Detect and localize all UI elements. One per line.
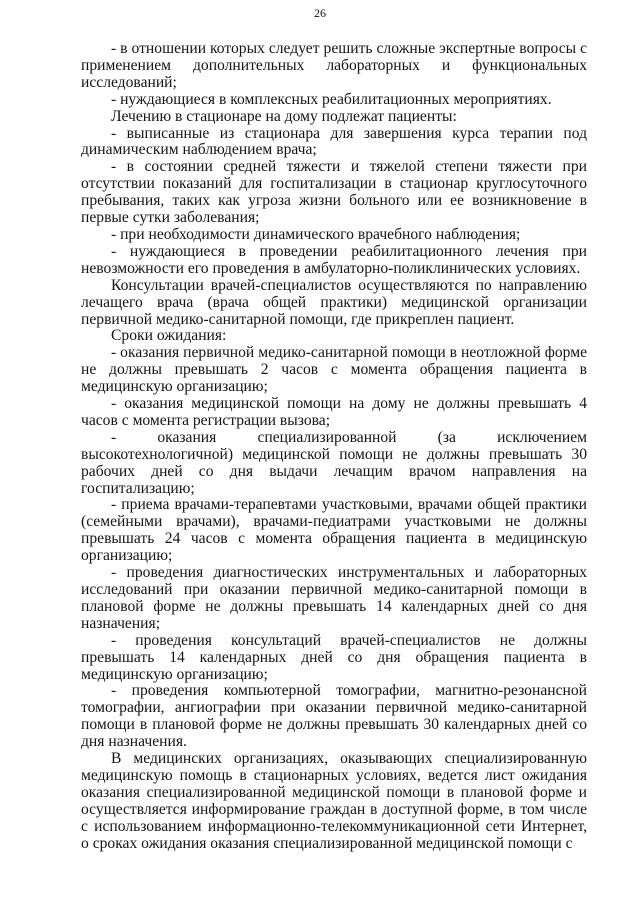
paragraph-diagnostics-wait: - проведения диагностических инструментальных и лабораторных исследований при оказании первичной медико-санитарной помощи в плановой форме не должны превышать 14 календарных дней со дня назначения;	[81, 564, 587, 632]
paragraph-tomography-wait: - проведения компьютерной томографии, магнитно-резонансной томографии, ангиографии при оказании первичной медико-санитарной помощи в плановой форме не должны превышать 30 календарных дней со дня назначения.	[81, 682, 587, 751]
paragraph-rehab-treatment: - нуждающиеся в проведении реабилитационного лечения при невозможности его проведения в амбулаторно-поликлинических условиях.	[81, 242, 587, 277]
paragraph-waiting-list: В медицинских организациях, оказывающих специализированную медицинскую помощь в стационарных условиях, ведется лист ожидания оказания специализированной медицинской помощи в плановой форме и осуществляется информирование граждан в доступной форме, в том числе с использованием информационно-телекоммуникационной сети Интернет, о сроках ожидания оказания специализированной медицинской помощи с	[81, 750, 587, 852]
paragraph-waiting-times-intro: Сроки ожидания:	[111, 327, 227, 345]
paragraph-therapist-reception-wait: - приема врачами-терапевтами участковыми, врачами общей практики (семейными врачами), врачами-педиатрами участковыми не должны превышать 24 часов с момента обращения пациента в медицинскую организацию;	[81, 496, 587, 565]
paragraph-consultations-wait: - проведения консультаций врачей-специалистов не должны превышать 14 календарных дней со дня обращения пациента в медицинскую организацию;	[81, 631, 587, 683]
paragraph-home-hospital-intro: Лечению в стационаре на дому подлежат пациенты:	[111, 107, 457, 125]
paragraph-rehabilitation-measures: - нуждающиеся в комплексных реабилитационных мероприятиях.	[111, 90, 552, 108]
paragraph-expert-questions: - в отношении которых следует решить сложные экспертные вопросы с применением дополнительных лабораторных и функциональных исследований;	[81, 40, 587, 91]
paragraph-moderate-severity: - в состоянии средней тяжести и тяжелой степени тяжести при отсутствии показаний для госпитализации в стационар круглосуточного пребывания, таких как угроза жизни больного или ее возникновение в первые сутки заболевания;	[81, 158, 587, 227]
paragraph-urgent-care-wait: - оказания первичной медико-санитарной помощи в неотложной форме не должны превышать 2 часов с момента обращения пациента в медицинскую организацию;	[81, 344, 587, 396]
paragraph-discharged-patients: - выписанные из стационара для завершения курса терапии под динамическим наблюдением врача;	[81, 124, 587, 159]
paragraph-dynamic-observation: - при необходимости динамического врачебного наблюдения;	[111, 225, 521, 243]
paragraph-specialist-consultations: Консультации врачей-специалистов осуществляются по направлению лечащего врача (врача общей практики) медицинской организации первичной медико-санитарной помощи, где прикреплен пациент.	[81, 276, 587, 328]
paragraph-specialized-care-wait: - оказания специализированной (за исключением высокотехнологичной) медицинской помощи не должны превышать 30 рабочих дней со дня выдачи лечащим врачом направления на госпитализацию;	[81, 428, 587, 497]
document-body	[81, 41, 587, 853]
paragraph-home-care-wait: - оказания медицинской помощи на дому не должны превышать 4 часов с момента регистрации вызова;	[81, 395, 587, 429]
page-number: 26	[314, 6, 326, 20]
